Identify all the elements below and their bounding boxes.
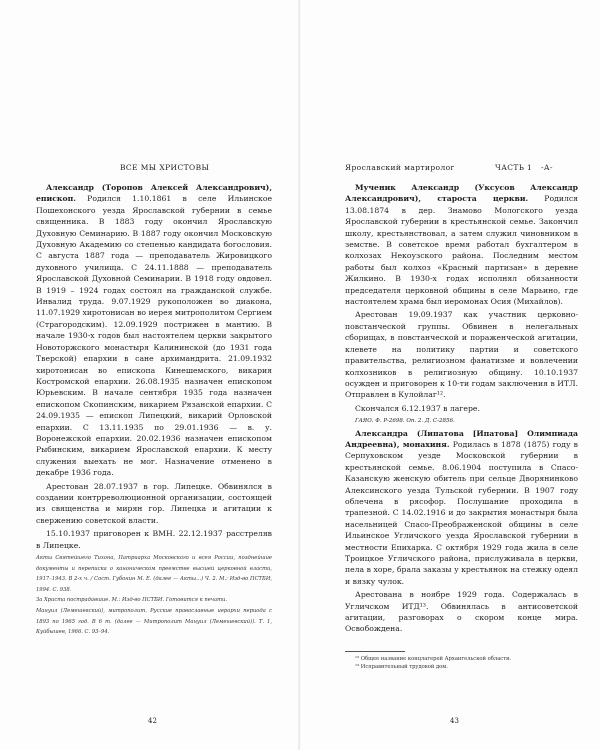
entry-name: Александр (Торопов Алексей Александрович), епископ. [36,183,272,204]
death-paragraph: Скончался 6.12.1937 в лагере. [355,403,480,413]
entry-text: Родился 1.10.1861 в селе Ильинское Пошехонского уезда Ярославской губернии в семье священника. В 1883 году окончил Ярославскую Духовную Семинарию. В 1887 году окончил Московскую Духовную Академию со степенью кандидата богословия. С августа 1887 года — преподаватель Жировицкого духовного училища. С 24.11.1888 — преподаватель Ярославской Духовной Семинарии. В 1918 году овдовел. В 1919 – 1924 годах состоял на гражданской службе. Инвалид труда. 9.07.1929 рукоположен во диакона, 11.07.1929 хиротонисан во иерея митрополитом Сергием (Страгородским). 12.09.1929 пострижен в мантию. В начале 1930-х годов был настоятелем церкви закрытого Новоторжского монастыря Калининской (до 1931 года Тверской) епархии в сане архимандрита. 21.09.1932 хиротонисан во епископа Кинешемского, викария Костромской епархии. 26.08.1935 назначен епископом Юрьевским. В начале сентября 1935 года назначен епископом Скопинским, викарием Рязанской епархии. С 24.09.1935 — епископ Липецкий, викарий Орловской епархии. С 13.11.1935 по 29.01.1936 — в. у. Воронежской епархии. 20.02.1936 назначен епископом Рыбинским, викарием Ярославской епархии. К месту служения выехать не мог. Назначение отменено в декабре 1936 года. [36,194,272,478]
arrest-paragraph: Арестован 19.09.1937 как участник церковно-повстанческой группы. Обвинен в нелегальных сборищах, в повстанческой и пораженческой агитации, клевете на политику партии и советского правительства, религиозном фанатизме и вовлечении колхозников в религиозную общину. 10.10.1937 осужден и приговорен к 10-ти годам заключения в ИТЛ. Отправлен в Кулойлаг¹². [345,310,578,400]
footnote-item: ¹² Общее название концлагерей Архангельской области. [355,655,512,662]
running-header: ВСЕ МЫ ХРИСТОВЫ [120,163,210,172]
entry-name: Мученик Александр (Уксусов Александр Александрович), староста церкви. [345,183,578,204]
references [36,553,272,638]
reference-item: Акты Святейшего Тихона, Патриарха Московского и всея России, позднейшие документы и переписка о каноническом преемстве высшей церковной власти, 1917–1943. В 2-х ч. / Сост. Губонин М. Е. (далее — Акты...) Ч. 2. М.: Изд-во ПСТБИ, 1994. С. 938. [36,555,272,593]
arrest-paragraph: Арестована в ноябре 1929 года. Содержалась в Угличском ИТД¹³. Обвинялась в антисоветской агитации, разговорах о скором конце мира. Освобождена. [345,590,578,634]
entry-text: Родился 13.08.1874 в дер. Знамово Мологского уезда Ярославской губернии в крестьянской семье. Закончил школу, крестьянствовал, а затем служил чиновником в земстве. В советское время работал бухгалтером в колхозах Некоузского района. Последним местом работы был колхоз «Красный партизан» в деревне Жилкино. В 1930-х годах исполнял обязанности председателя церковной общины в селе Марьино, где настоятелем храма был иеромонах Осия (Михайлов). [345,194,578,307]
entry-paragraph [36,182,272,479]
reference-item: Мануил (Лемешевский), митрополит. Русские православные иерархи периода с 1893 по 1965 год. В 6 т. (далее — Митрополит Мануил (Лемешевский)). Т. 1, Куйбышев, 1966. С. 93–94. [36,607,272,636]
header-part: ЧАСТЬ 1 [495,163,533,172]
text-column [36,182,272,638]
footnote-item: ¹³ Исправительный трудовой дом. [355,663,448,670]
page-number: 43 [450,717,459,725]
archive-source: ГАЯО. Ф. Р-2698. Оп. 2. Д. С-2856. [355,418,455,425]
entry-paragraph [345,182,578,307]
reference-item: За Христа пострадавшие. М.: Изд-во ПСТБИ. Готовится к печати. [36,597,228,604]
entry-text: Родилась в 1878 (1875) году в Серпуховском уезде Московской губернии в крестьянской семье. 8.06.1904 поступила в Спасо-Казанскую женскую обитель при сельце Дворянинково Алексинского уезда Тульской губернии. В 1907 году облечена в рясофор. Послушание проходила в трапезной. С 14.02.1916 и до закрытия монастыря была насельницей Спасо-Преображенской общины в селе Ильинское Угличского уезда Ярославской губернии в местности Епихарка. С октября 1929 года жила в селе Троицкое Угличского района, прислуживала в церкви, пела в хоре, брала заказы у крестьянок на стежку одеял и вязку чулок. [345,439,579,586]
footnote-divider [345,651,405,652]
entry-name: Александра (Липатова [Ипатова] Олимпиада Андреевна), монахиня. [345,428,578,449]
header-title: Ярославский мартиролог [345,163,455,172]
arrest-paragraph: Арестован 28.07.1937 в гор. Липецке. Обвинялся в создании контрреволюционной организации, состоящей из священства и мирян гор. Липецка и агитации к свержению советской власти. [36,481,272,525]
sentence-paragraph: 15.10.1937 приговорен к ВМН. 22.12.1937 расстреляв в Липецке. [36,529,272,550]
right-page [300,0,600,750]
header-letter: -А- [541,163,553,172]
footnotes [345,655,578,671]
text-column [345,182,578,671]
entry-paragraph [345,428,578,588]
page-number: 42 [148,717,157,725]
